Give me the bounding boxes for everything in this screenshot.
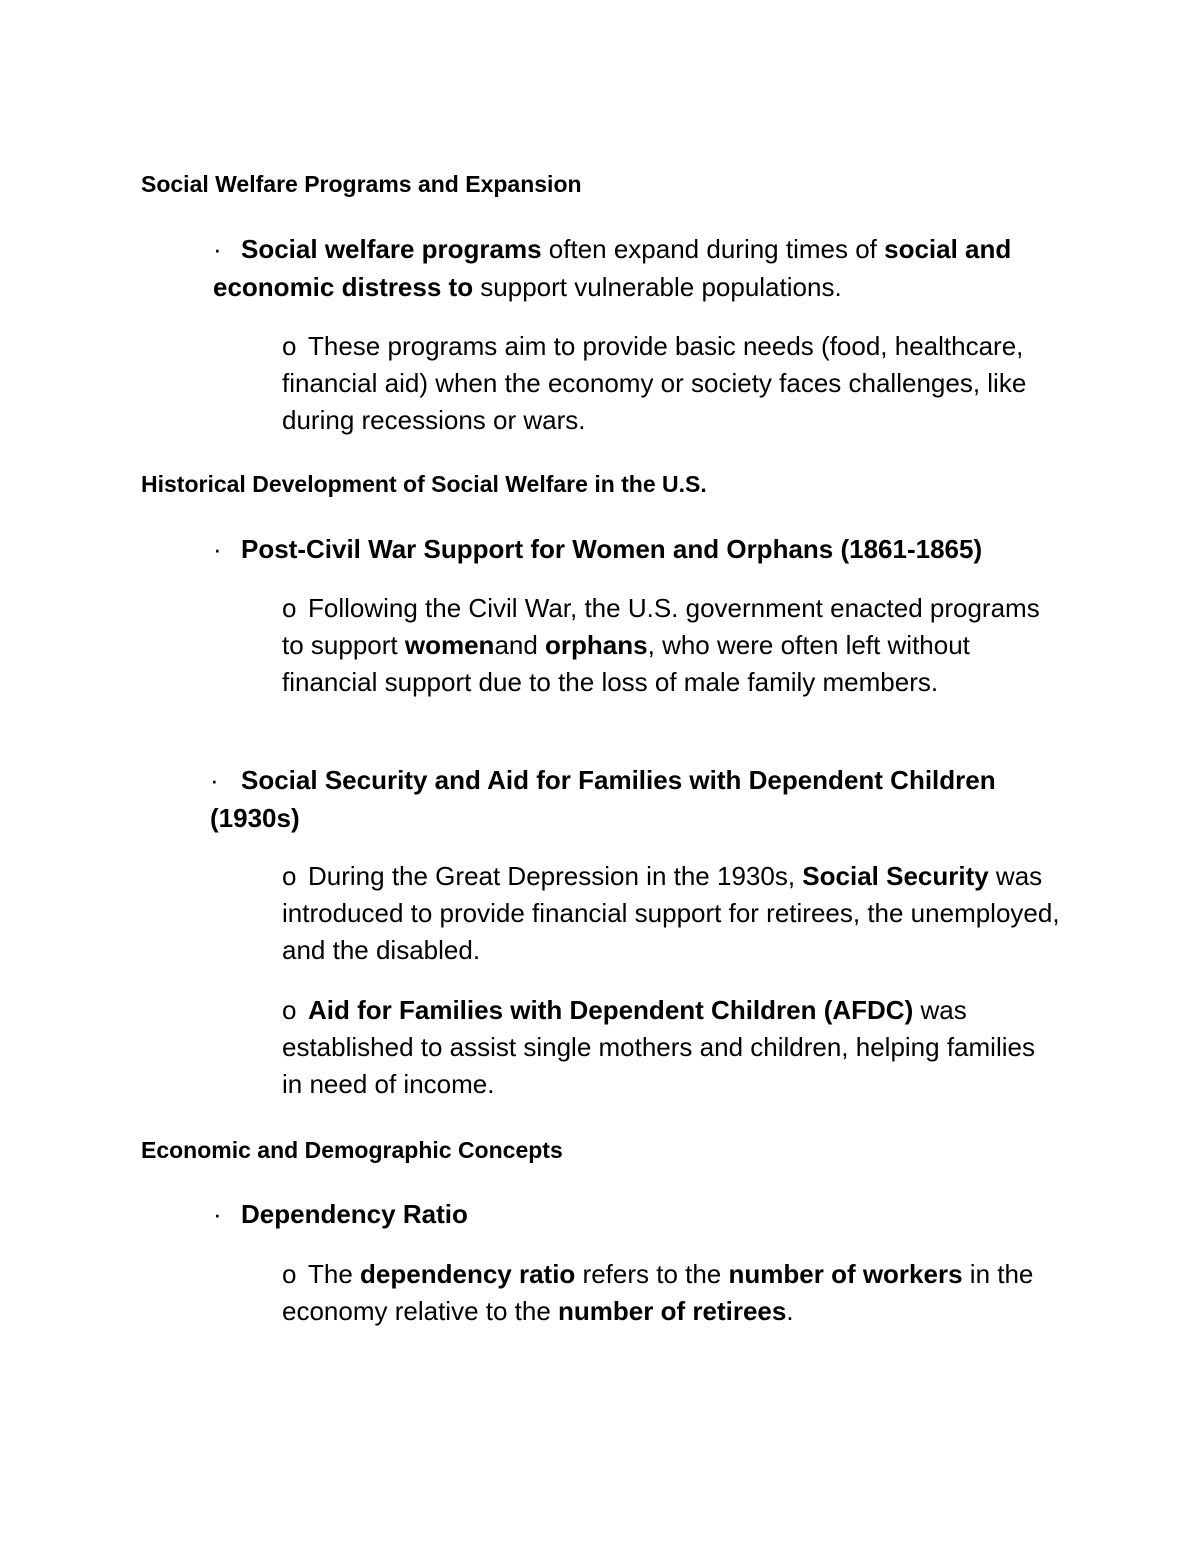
sub-bullet-item (282, 992, 1062, 1103)
body-text: These programs aim to provide basic needs (food, healthcare, financial aid) when the economy or society faces challenges, like during recessions or wars. (282, 331, 1027, 435)
bullet-item (213, 530, 1083, 568)
sub-bullet-item (282, 1256, 1062, 1330)
bold-text: social and economic distress to (213, 234, 1012, 302)
bold-text: Social Security and Aid for Families with Dependent Children (1930s) (210, 765, 996, 833)
sub-bullet-item (282, 590, 1062, 701)
bold-text: women (404, 630, 495, 660)
body-text: was introduced to provide financial support for retirees, the unemployed, and the disabled. (282, 861, 1060, 965)
bullet-dot: · (213, 234, 222, 264)
bold-text: Social welfare programs (241, 234, 542, 264)
bold-text: dependency ratio (360, 1259, 576, 1289)
body-text: support vulnerable populations. (473, 272, 842, 302)
body-text: in the economy relative to the (282, 1259, 1034, 1326)
bullet-dot: · (210, 765, 219, 795)
bullet-item (210, 761, 1080, 837)
body-text: often expand during times of (541, 234, 885, 264)
bullet-item (213, 230, 1083, 306)
body-text: , who were often left without financial support due to the loss of male family members. (282, 630, 970, 697)
bold-text: number of workers (728, 1259, 963, 1289)
sub-bullet-item (282, 328, 1062, 439)
body-text: . (786, 1296, 794, 1326)
body-text: Following the Civil War, the U.S. government enacted programs to support (282, 593, 1040, 660)
body-text: and (494, 630, 546, 660)
section-heading: Social Welfare Programs and Expansion (141, 171, 582, 197)
section-heading: Historical Development of Social Welfare in the U.S. (141, 471, 707, 497)
section-heading: Economic and Demographic Concepts (141, 1137, 563, 1163)
sub-bullet-marker: o (282, 1259, 297, 1289)
bold-text: number of retirees (558, 1296, 787, 1326)
sub-bullet-marker: o (282, 861, 297, 891)
sub-bullet-marker: o (282, 331, 297, 361)
body-text: refers to the (575, 1259, 729, 1289)
body-text: The (308, 1259, 361, 1289)
sub-bullet-marker: o (282, 995, 297, 1025)
sub-bullet-item (282, 858, 1062, 969)
bullet-dot: · (213, 1199, 222, 1229)
bullet-dot: · (213, 534, 222, 564)
sub-bullet-marker: o (282, 593, 297, 623)
bold-text: Aid for Families with Dependent Children (AFDC) (308, 995, 914, 1025)
bold-text: Social Security (802, 861, 989, 891)
bold-text: orphans (545, 630, 648, 660)
bold-text: Dependency Ratio (241, 1199, 468, 1229)
bullet-item (213, 1195, 1083, 1233)
bold-text: Post-Civil War Support for Women and Orphans (1861-1865) (241, 534, 983, 564)
body-text: was established to assist single mothers and children, helping families in need of income. (282, 995, 1035, 1099)
body-text: During the Great Depression in the 1930s, (308, 861, 803, 891)
